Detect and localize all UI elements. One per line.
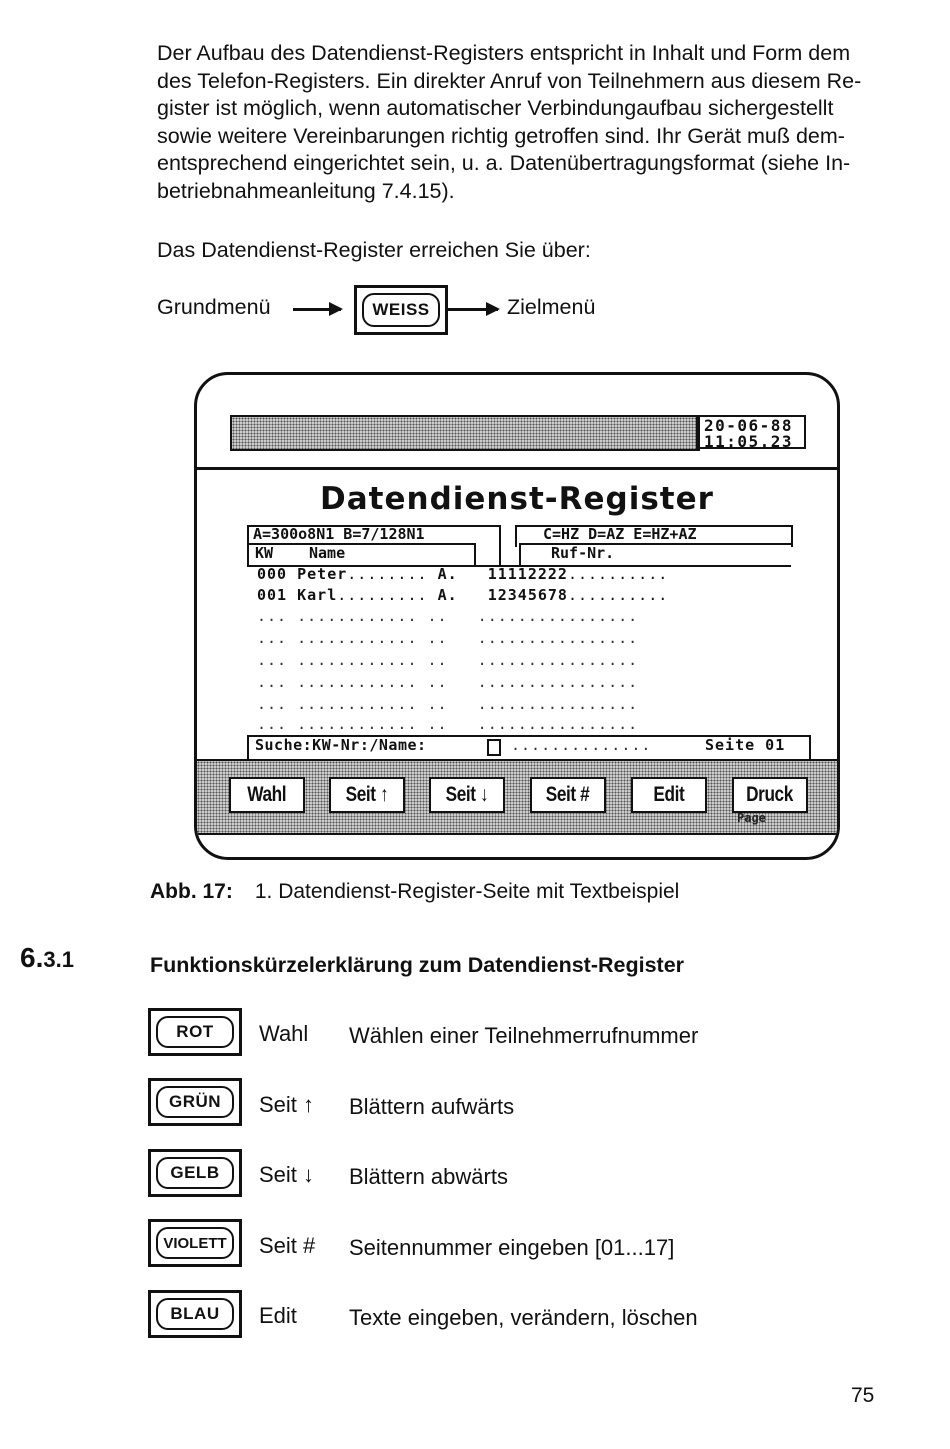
- date-text: 20-06-88: [704, 416, 794, 435]
- function-key-bar: [197, 759, 837, 835]
- column-nr: Ruf-Nr.: [551, 544, 615, 562]
- key-blau-label: BLAU: [156, 1298, 234, 1330]
- access-text: Das Datendienst-Register erreichen Sie über:: [157, 238, 591, 262]
- function-label: Seit ↓: [259, 1162, 315, 1187]
- search-label: Suche:KW-Nr:/Name:: [255, 736, 427, 754]
- fkey-wahl[interactable]: Wahl: [229, 777, 305, 813]
- function-desc: Wählen einer Teilnehmerrufnummer: [349, 1023, 699, 1048]
- cursor-box: [487, 739, 501, 756]
- fkey-seit-hash[interactable]: Seit #: [530, 777, 606, 813]
- arrow-right-icon: [448, 308, 498, 311]
- section-number-minor: 3.1: [43, 947, 74, 972]
- key-violett-box: [148, 1219, 242, 1267]
- divider: [474, 543, 476, 565]
- figure-caption: [150, 880, 679, 904]
- page-indicator: Seite 01: [705, 736, 786, 754]
- row-name: Karl: [297, 586, 338, 604]
- key-gelb-box: [148, 1149, 242, 1197]
- intro-line: Der Aufbau des Datendienst-Registers entspricht in Inhalt und Form dem: [157, 41, 851, 65]
- weiss-key[interactable]: [354, 285, 448, 335]
- weiss-key-label: WEISS: [362, 293, 440, 327]
- time-text: 11:05.23: [704, 432, 794, 451]
- fkey-seit-up[interactable]: Seit ↑: [329, 777, 405, 813]
- codes-text: C=HZ D=AZ E=HZ+AZ: [543, 525, 697, 543]
- row-nr: 11112222: [487, 565, 568, 583]
- column-kw: KW: [255, 544, 274, 562]
- key-blau-box: [148, 1290, 242, 1338]
- intro-paragraph: [157, 40, 897, 205]
- fkey-seit-down[interactable]: Seit ↓: [429, 777, 505, 813]
- function-label: Seit ↑: [259, 1092, 315, 1117]
- key-gruen-label: GRÜN: [156, 1086, 234, 1118]
- intro-line: des Telefon-Registers. Ein direkter Anruf von Teilnehmern aus diesem Re-: [157, 68, 862, 93]
- status-bar: [230, 415, 700, 451]
- intro-line: sowie weitere Vereinbarungen richtig getroffen sind. Ihr Gerät muß dem-: [157, 123, 845, 148]
- section-number: [20, 942, 74, 974]
- function-label: Seit #: [259, 1233, 316, 1258]
- intro-line: betriebnahmeanleitung 7.4.15).: [157, 178, 455, 203]
- search-dots: ..............: [511, 736, 652, 754]
- function-desc: Texte eingeben, verändern, löschen: [349, 1305, 698, 1330]
- fkey-edit[interactable]: Edit: [631, 777, 707, 813]
- caption-text: 1. Datendienst-Register-Seite mit Textbeispiel: [254, 880, 680, 903]
- table-row[interactable]: 001 Karl......... A. 12345678..........: [257, 586, 669, 604]
- format-text: A=300o8N1 B=7/128N1: [253, 525, 425, 543]
- row-kw: 000: [257, 565, 288, 583]
- function-label: Edit: [259, 1303, 297, 1328]
- key-rot-box: [148, 1008, 242, 1056]
- key-gruen[interactable]: [148, 1078, 242, 1126]
- key-rot-label: ROT: [156, 1016, 234, 1048]
- section-title: Funktionskürzelerklärung zum Datendienst-Register: [150, 953, 685, 977]
- path-from: Grundmenü: [157, 295, 271, 319]
- caption-label: Abb. 17:: [150, 880, 233, 903]
- divider: [197, 467, 837, 470]
- fkey-druck[interactable]: Druck: [732, 777, 808, 813]
- row-flag: A.: [437, 565, 458, 583]
- empty-row: ... ............ .. ................: [257, 695, 639, 713]
- empty-row: ... ............ .. ................: [257, 629, 639, 647]
- function-desc: Blättern abwärts: [349, 1164, 508, 1189]
- column-name: Name: [309, 544, 346, 562]
- key-violett[interactable]: [148, 1219, 242, 1267]
- row-name: Peter: [297, 565, 348, 583]
- intro-line: gister ist möglich, wenn automatischer Verbindungaufbau sichergestellt: [157, 96, 834, 120]
- datetime-box: [696, 415, 806, 449]
- row-nr: 12345678: [487, 586, 568, 604]
- navigation-path: [155, 285, 625, 335]
- key-gelb-label: GELB: [156, 1157, 234, 1189]
- empty-row: ... ............ .. ................: [257, 673, 639, 691]
- page-number: 75: [851, 1384, 875, 1407]
- row-kw: 001: [257, 586, 288, 604]
- screen-title: Datendienst-Register: [320, 481, 714, 517]
- key-violett-label: VIOLETT: [156, 1227, 234, 1259]
- key-gruen-box: [148, 1078, 242, 1126]
- register-screen: [194, 372, 840, 860]
- table-row[interactable]: 000 Peter........ A. 11112222..........: [257, 565, 669, 583]
- intro-line: entsprechend eingerichtet sein, u. a. Datenübertragungsformat (siehe In-: [157, 151, 851, 175]
- key-gelb[interactable]: [148, 1149, 242, 1197]
- empty-row: ... ............ .. ................: [257, 651, 639, 669]
- arrow-right-icon: [293, 308, 341, 311]
- key-blau[interactable]: [148, 1290, 242, 1338]
- path-to: Zielmenü: [507, 295, 596, 319]
- section-number-major: 6.: [20, 942, 44, 973]
- empty-row: ... ............ .. ................: [257, 715, 639, 733]
- key-rot[interactable]: [148, 1008, 242, 1056]
- empty-row: ... ............ .. ................: [257, 607, 639, 625]
- function-label: Wahl: [259, 1021, 309, 1046]
- function-desc: Blättern aufwärts: [349, 1094, 515, 1119]
- divider: [247, 543, 475, 545]
- function-desc: Seitennummer eingeben [01...17]: [349, 1235, 675, 1260]
- page-hint: Page: [737, 811, 766, 825]
- row-flag: A.: [437, 586, 458, 604]
